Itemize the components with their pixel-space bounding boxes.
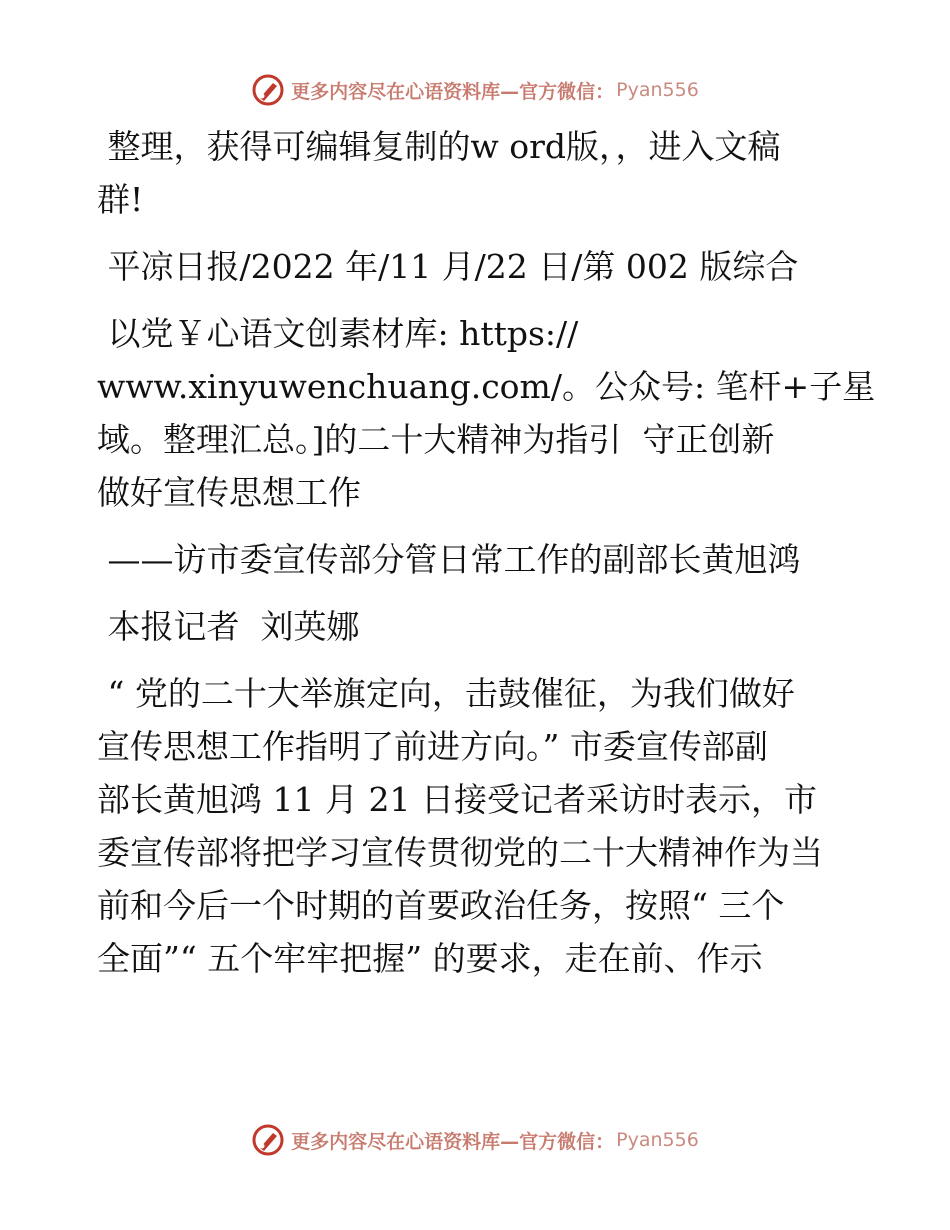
header-banner [0,70,950,110]
header-banner-wechat: Pyan556 [616,79,699,101]
footer-banner [0,1120,950,1160]
text-line: “ 党的二十大举旗定向，击鼓催征，为我们做好 [97,674,795,713]
text-line: 部长黄旭鸿 11 月 21 日接受记者采访时表示，市 [97,780,817,819]
pen-logo-icon [251,73,285,107]
text-line: 整理，获得可编辑复制的w ord版，，进入文稿 [97,127,781,166]
paragraph-source [97,240,857,293]
footer-banner-wechat: Pyan556 [616,1129,699,1151]
text-line: 前和今后一个时期的首要政治任务，按照“ 三个 [97,886,785,925]
text-line: 域。整理汇总。]的二十大精神为指引 守正创新 [97,420,775,459]
paragraph-intro [97,120,857,226]
pen-logo-icon [251,1123,285,1157]
text-line: 本报记者 刘英娜 [97,607,360,646]
text-line: 做好宣传思想工作 [97,473,361,512]
text-line: ——访市委宣传部分管日常工作的副部长黄旭鸿 [97,540,801,579]
text-line: 委宣传部将把学习宣传贯彻党的二十大精神作为当 [97,833,823,872]
paragraph-body [97,667,857,985]
text-line: 平凉日报/2022 年/11 月/22 日/第 002 版综合 [97,247,799,286]
text-line: 宣传思想工作指明了前进方向。” 市委宣传部副 [97,727,768,766]
footer-banner-text: 更多内容尽在心语资料库—官方微信： [291,1130,615,1153]
text-line: www.xinyuwenchuang.com/。公众号: 笔杆+子星 [97,367,876,406]
paragraph-headline [97,307,876,519]
text-line: 群! [97,180,144,219]
text-line: 全面”“ 五个牢牢把握” 的要求，走在前、作示 [97,939,763,978]
header-banner-text: 更多内容尽在心语资料库—官方微信： [291,80,615,103]
paragraph-byline [97,600,857,653]
document-body [97,120,876,985]
paragraph-subtitle [97,533,857,586]
text-line: 以党￥心语文创素材库: https:// [97,314,579,353]
